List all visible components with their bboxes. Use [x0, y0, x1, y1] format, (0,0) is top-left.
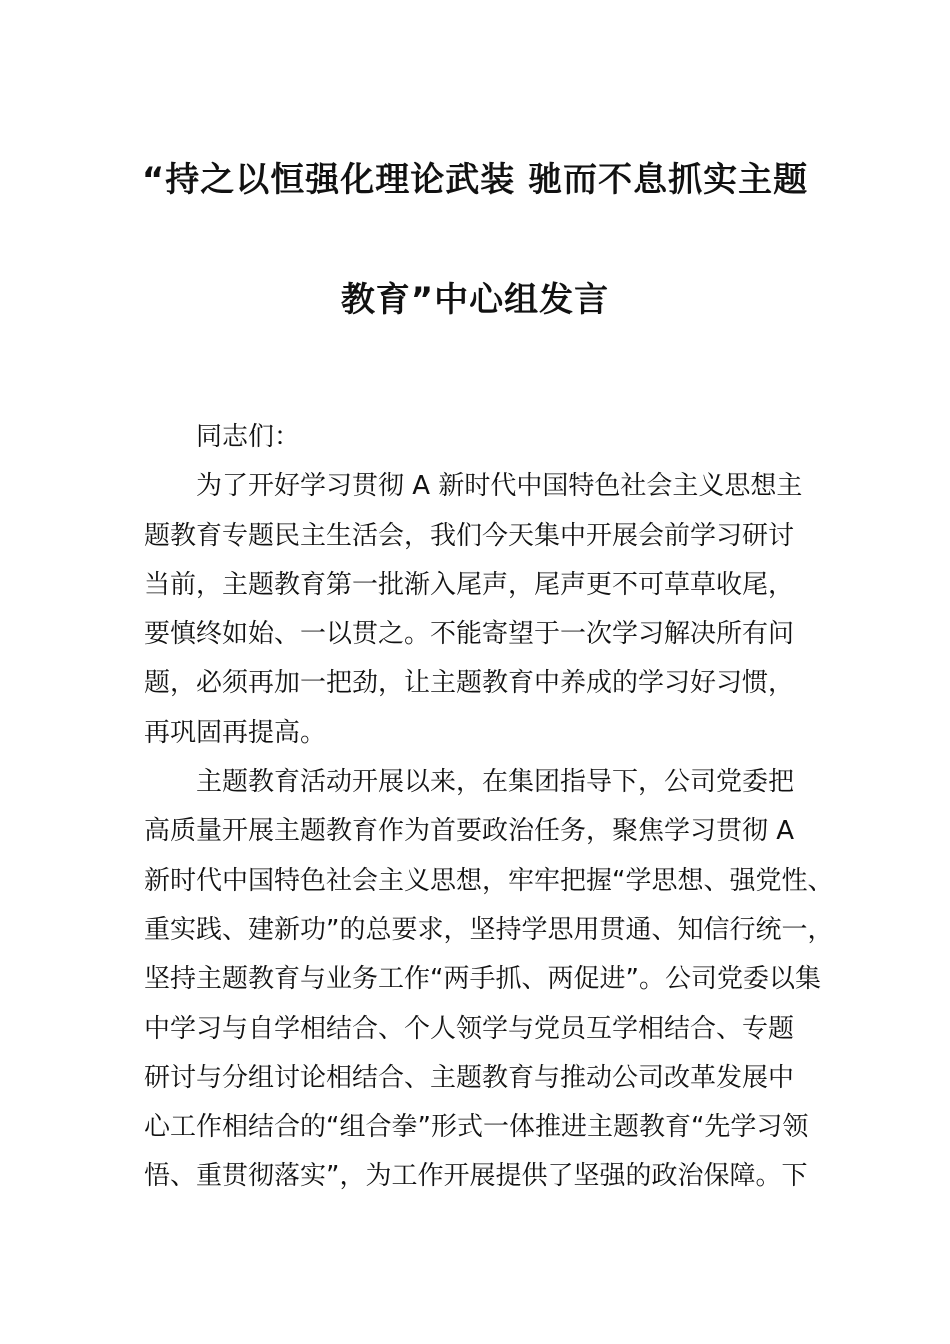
- body-line: 新时代中国特色社会主义思想，牢牢把握“学思想、强党性、: [144, 865, 834, 896]
- document-body: [144, 413, 834, 1202]
- body-line: 心工作相结合的“组合拳”形式一体推进主题教育“先学习领: [144, 1112, 809, 1143]
- document-title-line-1: “持之以恒强化理论武装 驰而不息抓实主题: [141, 160, 809, 200]
- body-line: 为了开好学习贯彻 A 新时代中国特色社会主义思想主: [144, 471, 803, 502]
- document-title-line-2: 教育”中心组发言: [340, 280, 610, 320]
- body-line: 研讨与分组讨论相结合、主题教育与推动公司改革发展中: [144, 1062, 795, 1093]
- body-line: 同志们：: [144, 422, 301, 452]
- body-line: 高质量开展主题教育作为首要政治任务，聚焦学习贯彻 A: [144, 816, 795, 847]
- body-line: 重实践、建新功”的总要求，坚持学思用贯通、知信行统一，: [144, 914, 834, 945]
- body-line: 中学习与自学相结合、个人领学与党员互学相结合、专题: [144, 1013, 795, 1044]
- body-line: 当前，主题教育第一批渐入尾声，尾声更不可草草收尾，: [144, 569, 795, 600]
- body-line: 题教育专题民主生活会，我们今天集中开展会前学习研讨: [144, 520, 795, 551]
- body-line: 悟、重贯彻落实”，为工作开展提供了坚强的政治保障。下: [144, 1161, 808, 1192]
- body-line: 要慎终如始、一以贯之。不能寄望于一次学习解决所有问: [144, 619, 795, 650]
- body-line: 主题教育活动开展以来，在集团指导下，公司党委把: [144, 767, 795, 798]
- body-line: 坚持主题教育与业务工作“两手抓、两促进”。公司党委以集: [144, 964, 821, 995]
- body-line: 题，必须再加一把劲，让主题教育中养成的学习好习惯，: [144, 668, 795, 699]
- body-line: 再巩固再提高。: [144, 717, 327, 748]
